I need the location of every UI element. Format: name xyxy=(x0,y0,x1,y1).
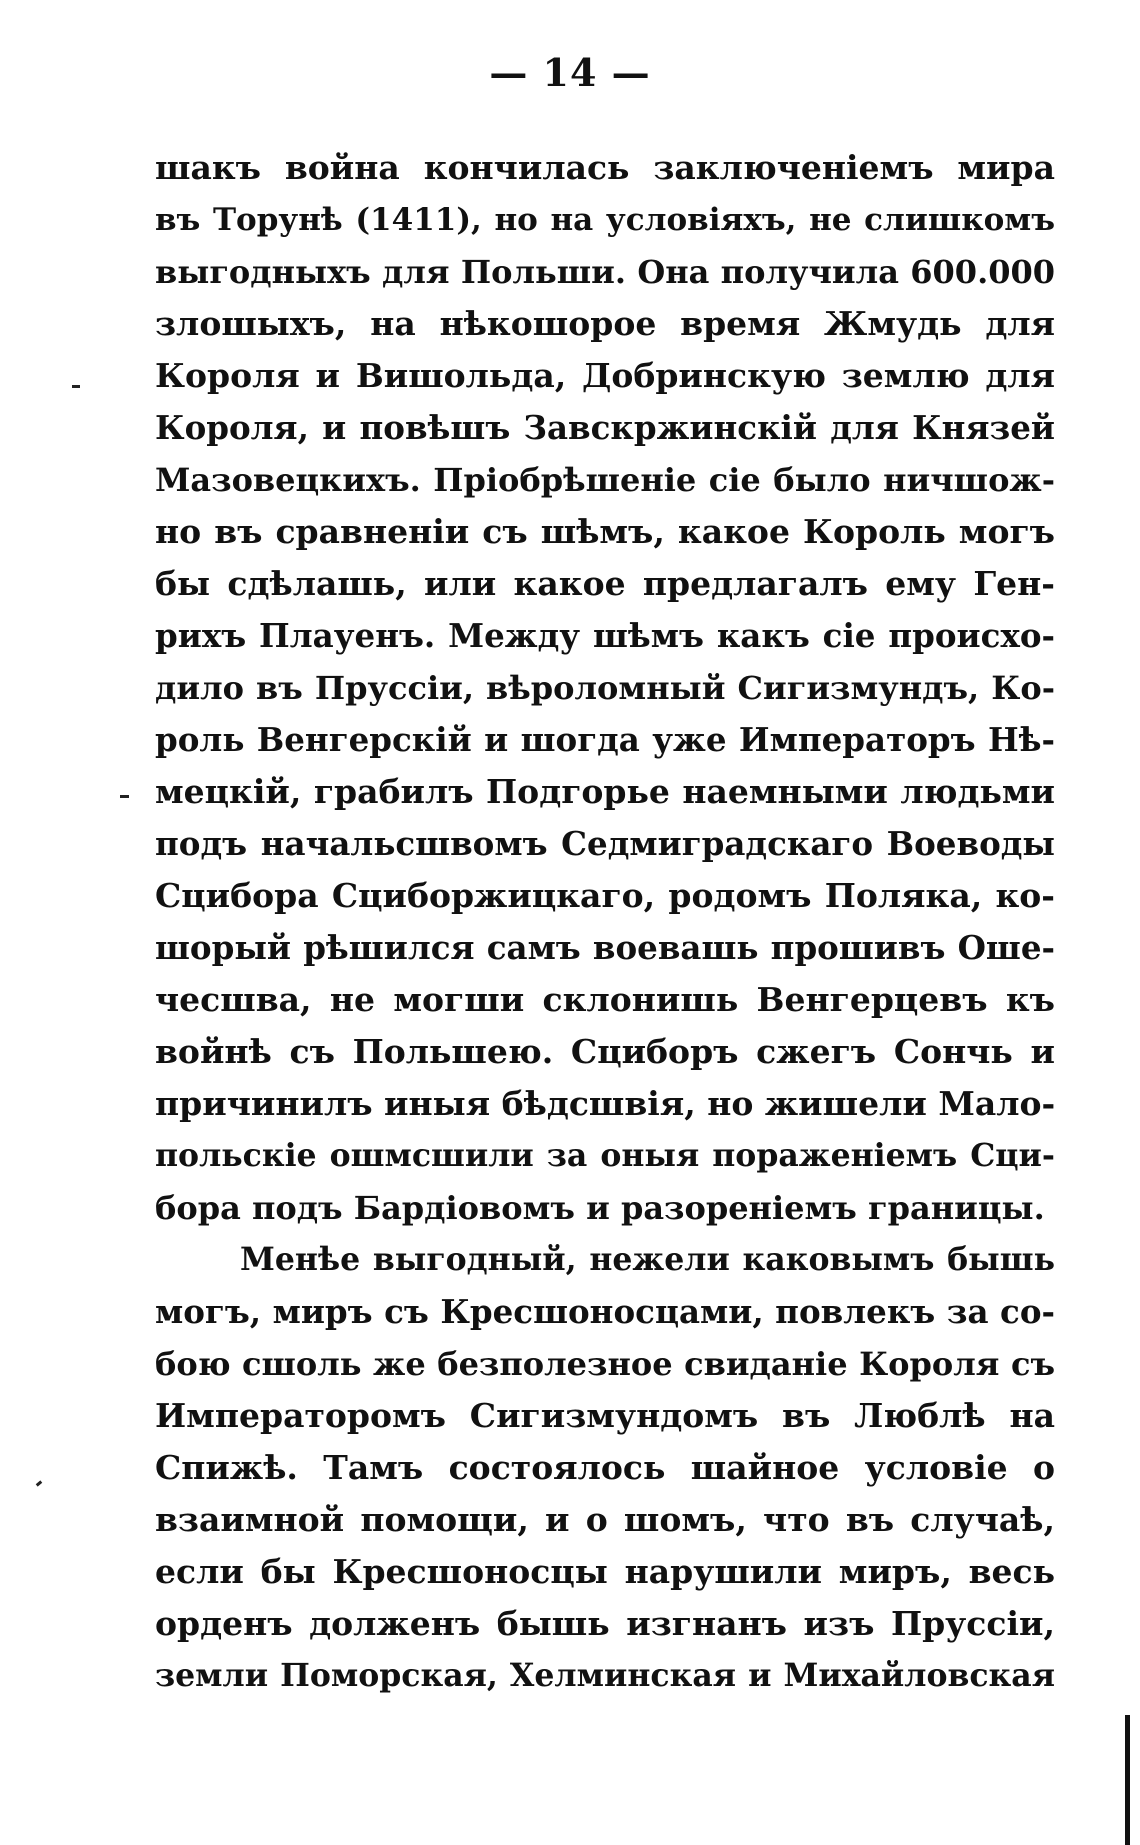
text-line: Менѣе выгодный, нежели каковымъ бышь xyxy=(240,1241,1055,1278)
text-line: могъ, миръ съ Кресшоносцами, повлекъ за со- xyxy=(155,1292,1055,1331)
text-line: Спижѣ. Тамъ состоялось шайное условіе о xyxy=(155,1448,1055,1487)
scan-speck xyxy=(36,1480,43,1486)
text-line: земли Поморская, Хелминская и Михайловская xyxy=(155,1657,1055,1694)
text-line: польскіе ошмсшили за оныя пораженіемъ Сци- xyxy=(155,1137,1055,1174)
paragraph-2 xyxy=(155,1234,1055,1702)
body-text xyxy=(155,142,1055,1702)
text-line: причинилъ иныя бѣдсшвія, но жишели Мало- xyxy=(155,1084,1056,1123)
text-line: въ Торунѣ (1411), но на условіяхъ, не слишкомъ xyxy=(155,202,1055,238)
text-line: подъ начальсшвомъ Седмиградскаго Воеводы xyxy=(155,824,1055,863)
scan-speck xyxy=(120,795,129,798)
text-line: Мазовецкихъ. Пріобрѣшеніе сіе было ничшож- xyxy=(155,461,1055,499)
text-line: Сцибора Сциборжицкаго, родомъ Поляка, ко- xyxy=(155,876,1055,915)
text-line: выгодныхъ для Польши. Она получила 600.000 xyxy=(155,253,1055,291)
text-line: Короля, и повѣшъ Завскржинскій для Князей xyxy=(155,408,1055,447)
text-line: рихъ Плауенъ. Между шѣмъ какъ сіе происхо- xyxy=(155,616,1055,655)
text-line: Короля и Вишольда, Добринскую землю для xyxy=(155,356,1055,395)
text-line: бою сшоль же безполезное свиданіе Короля съ xyxy=(155,1345,1055,1383)
text-line: шакъ война кончилась заключеніемъ мира xyxy=(155,148,1055,187)
text-line: взаимной помощи, и о шомъ, что въ случаѣ, xyxy=(155,1500,1055,1539)
text-line: Императоромъ Сигизмундомъ въ Люблѣ на xyxy=(155,1396,1055,1435)
text-line: дило въ Пруссіи, вѣроломный Сигизмундъ, Ко- xyxy=(155,669,1055,707)
scan-speck xyxy=(72,385,80,388)
page-number: — 14 — xyxy=(489,50,651,95)
text-line: если бы Кресшоносцы нарушили миръ, весь xyxy=(155,1552,1055,1591)
text-line: мецкій, грабилъ Подгорье наемными людьми xyxy=(155,772,1055,811)
text-line: роль Венгерскій и шогда уже Императоръ Нѣ- xyxy=(155,720,1055,759)
text-line: чесшва, не могши склонишь Венгерцевъ къ xyxy=(155,980,1055,1019)
text-line: но въ сравненіи съ шѣмъ, какое Король могъ xyxy=(155,512,1055,551)
paragraph-1 xyxy=(155,142,1055,1234)
text-line: шорый рѣшился самъ воевашь прошивъ Оше- xyxy=(155,928,1055,967)
text-line: орденъ долженъ бышь изгнанъ изъ Пруссіи, xyxy=(155,1604,1055,1643)
text-line: войнѣ съ Польшею. Сциборъ сжегъ Сончь и xyxy=(155,1032,1055,1071)
text-line: злошыхъ, на нѣкошорое время Жмудь для xyxy=(155,304,1055,343)
page-edge-shadow xyxy=(1125,1715,1130,1845)
text-line: бы сдѣлашь, или какое предлагалъ ему Ген- xyxy=(155,564,1055,603)
text-line: бора подъ Бардіовомъ и разореніемъ границы. xyxy=(155,1189,1045,1227)
